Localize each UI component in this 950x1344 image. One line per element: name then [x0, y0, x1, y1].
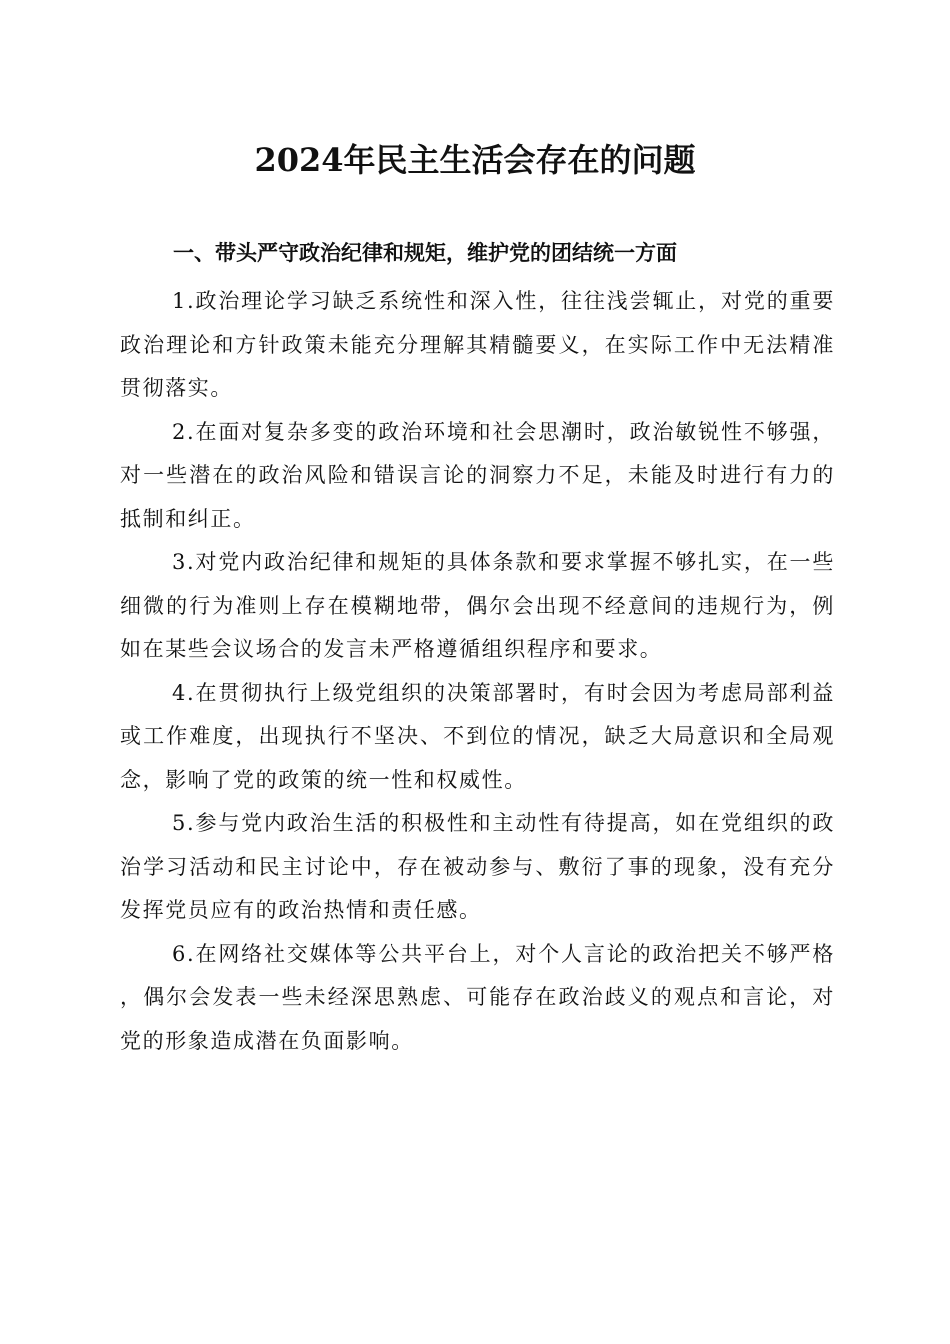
document-title: 2024年民主生活会存在的问题: [254, 141, 696, 179]
document-body: [120, 280, 835, 1063]
paragraph-4: 4.在贯彻执行上级党组织的决策部署时，有时会因为考虑局部利益或工作难度，出现执行不坚决、不到位的情况，缺乏大局意识和全局观念，影响了党的政策的统一性和权威性。: [120, 680, 835, 792]
paragraph-3: 3.对党内政治纪律和规矩的具体条款和要求掌握不够扎实，在一些细微的行为准则上存在模糊地带，偶尔会出现不经意间的违规行为，例如在某些会议场合的发言未严格遵循组织程序和要求。: [120, 550, 835, 661]
paragraph-1: 1.政治理论学习缺乏系统性和深入性，往往浅尝辄止，对党的重要政治理论和方针政策未能充分理解其精髓要义，在实际工作中无法精准贯彻落实。: [120, 289, 835, 400]
paragraph-2: 2.在面对复杂多变的政治环境和社会思潮时，政治敏锐性不够强，对一些潜在的政治风险和错误言论的洞察力不足，未能及时进行有力的抵制和纠正。: [120, 419, 835, 531]
paragraph-6: 6.在网络社交媒体等公共平台上，对个人言论的政治把关不够严格，偶尔会发表一些未经深思熟虑、可能存在政治歧义的观点和言论，对党的形象造成潜在负面影响。: [120, 941, 835, 1053]
section-heading: 一、带头严守政治纪律和规矩，维护党的团结统一方面: [173, 241, 677, 265]
paragraph-5: 5.参与党内政治生活的积极性和主动性有待提高，如在党组织的政治学习活动和民主讨论中，存在被动参与、敷衍了事的现象，没有充分发挥党员应有的政治热情和责任感。: [120, 811, 835, 922]
